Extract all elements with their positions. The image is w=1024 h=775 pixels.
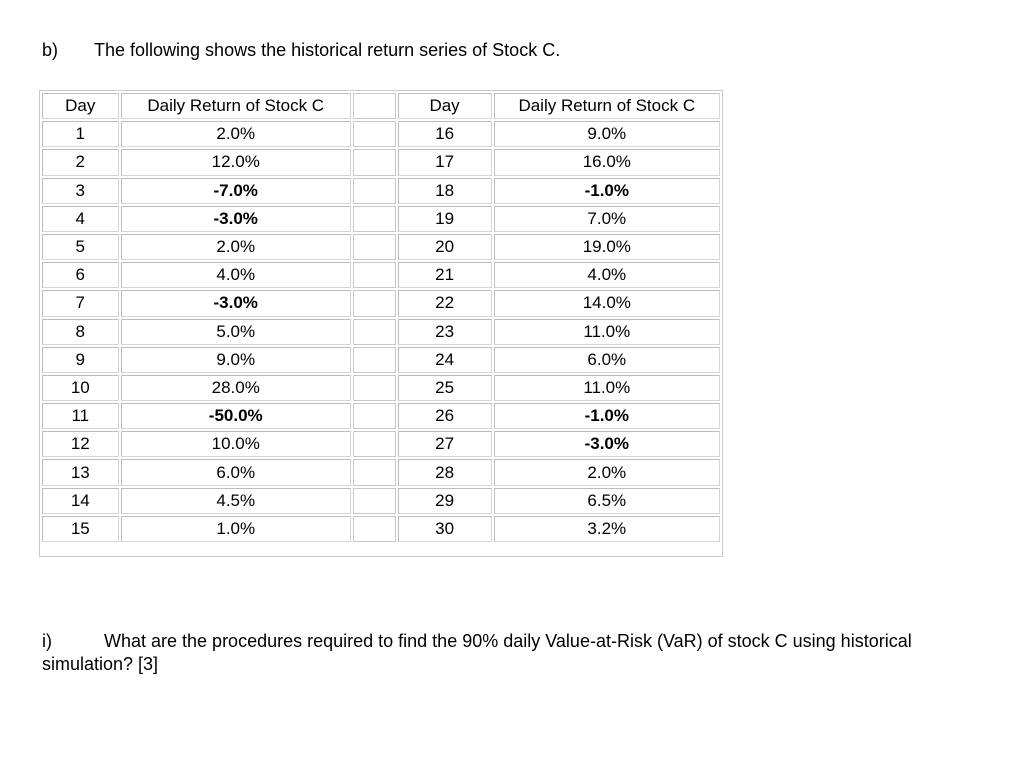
day-cell: 13	[42, 459, 119, 485]
column-spacer	[353, 290, 396, 316]
return-cell: 9.0%	[121, 347, 351, 373]
return-cell: 10.0%	[121, 431, 351, 457]
day-cell: 24	[398, 347, 492, 373]
table-row	[42, 121, 720, 147]
header-return-2: Daily Return of Stock C	[494, 93, 720, 119]
column-spacer	[353, 431, 396, 457]
column-spacer	[353, 149, 396, 175]
return-cell: 6.5%	[494, 488, 720, 514]
table-row	[42, 178, 720, 204]
column-spacer	[353, 234, 396, 260]
table-row	[42, 403, 720, 429]
day-cell: 29	[398, 488, 492, 514]
header-day-2: Day	[398, 93, 492, 119]
return-cell: -7.0%	[121, 178, 351, 204]
returns-table	[40, 91, 722, 544]
return-cell: 6.0%	[121, 459, 351, 485]
table-row	[42, 234, 720, 260]
day-cell: 18	[398, 178, 492, 204]
table-row	[42, 431, 720, 457]
return-cell: 12.0%	[121, 149, 351, 175]
day-cell: 1	[42, 121, 119, 147]
return-cell: -50.0%	[121, 403, 351, 429]
day-cell: 3	[42, 178, 119, 204]
section-heading	[42, 40, 560, 61]
day-cell: 6	[42, 262, 119, 288]
day-cell: 19	[398, 206, 492, 232]
column-spacer	[353, 121, 396, 147]
column-spacer	[353, 178, 396, 204]
return-cell: 3.2%	[494, 516, 720, 542]
day-cell: 23	[398, 319, 492, 345]
return-cell: 4.0%	[494, 262, 720, 288]
column-spacer	[353, 206, 396, 232]
table-row	[42, 149, 720, 175]
return-cell: 19.0%	[494, 234, 720, 260]
day-cell: 27	[398, 431, 492, 457]
day-cell: 28	[398, 459, 492, 485]
return-cell: 1.0%	[121, 516, 351, 542]
header-return-1: Daily Return of Stock C	[121, 93, 351, 119]
column-spacer	[353, 347, 396, 373]
return-cell: -3.0%	[121, 290, 351, 316]
day-cell: 26	[398, 403, 492, 429]
return-cell: -3.0%	[121, 206, 351, 232]
table-row	[42, 459, 720, 485]
day-cell: 4	[42, 206, 119, 232]
return-cell: 7.0%	[494, 206, 720, 232]
column-spacer	[353, 375, 396, 401]
day-cell: 15	[42, 516, 119, 542]
day-cell: 16	[398, 121, 492, 147]
header-day-1: Day	[42, 93, 119, 119]
day-cell: 12	[42, 431, 119, 457]
table-row	[42, 290, 720, 316]
table-row	[42, 319, 720, 345]
question-text: What are the procedures required to find the 90% daily Value-at-Risk (VaR) of stock C using historical simulation? [3]	[42, 631, 912, 674]
day-cell: 7	[42, 290, 119, 316]
table-row	[42, 347, 720, 373]
day-cell: 9	[42, 347, 119, 373]
day-cell: 17	[398, 149, 492, 175]
question	[42, 630, 972, 676]
day-cell: 2	[42, 149, 119, 175]
return-cell: 11.0%	[494, 319, 720, 345]
day-cell: 21	[398, 262, 492, 288]
table-row	[42, 516, 720, 542]
column-spacer	[353, 93, 396, 119]
return-cell: 5.0%	[121, 319, 351, 345]
day-cell: 8	[42, 319, 119, 345]
table-row	[42, 206, 720, 232]
table-row	[42, 488, 720, 514]
return-cell: -1.0%	[494, 403, 720, 429]
returns-table-container	[39, 90, 723, 557]
column-spacer	[353, 459, 396, 485]
table-row	[42, 375, 720, 401]
return-cell: 14.0%	[494, 290, 720, 316]
return-cell: 2.0%	[494, 459, 720, 485]
section-text: The following shows the historical return series of Stock C.	[94, 40, 561, 60]
return-cell: 2.0%	[121, 121, 351, 147]
return-cell: 6.0%	[494, 347, 720, 373]
return-cell: 28.0%	[121, 375, 351, 401]
return-cell: 4.5%	[121, 488, 351, 514]
day-cell: 5	[42, 234, 119, 260]
return-cell: 9.0%	[494, 121, 720, 147]
return-cell: -3.0%	[494, 431, 720, 457]
column-spacer	[353, 319, 396, 345]
day-cell: 14	[42, 488, 119, 514]
day-cell: 20	[398, 234, 492, 260]
day-cell: 30	[398, 516, 492, 542]
day-cell: 22	[398, 290, 492, 316]
section-label: b)	[42, 40, 59, 60]
return-cell: 11.0%	[494, 375, 720, 401]
column-spacer	[353, 403, 396, 429]
column-spacer	[353, 488, 396, 514]
day-cell: 10	[42, 375, 119, 401]
return-cell: 2.0%	[121, 234, 351, 260]
day-cell: 25	[398, 375, 492, 401]
column-spacer	[353, 516, 396, 542]
return-cell: -1.0%	[494, 178, 720, 204]
table-row	[42, 262, 720, 288]
table-header-row	[42, 93, 720, 119]
return-cell: 16.0%	[494, 149, 720, 175]
table-body	[42, 121, 720, 542]
return-cell: 4.0%	[121, 262, 351, 288]
day-cell: 11	[42, 403, 119, 429]
column-spacer	[353, 262, 396, 288]
question-label: i)	[42, 631, 52, 651]
